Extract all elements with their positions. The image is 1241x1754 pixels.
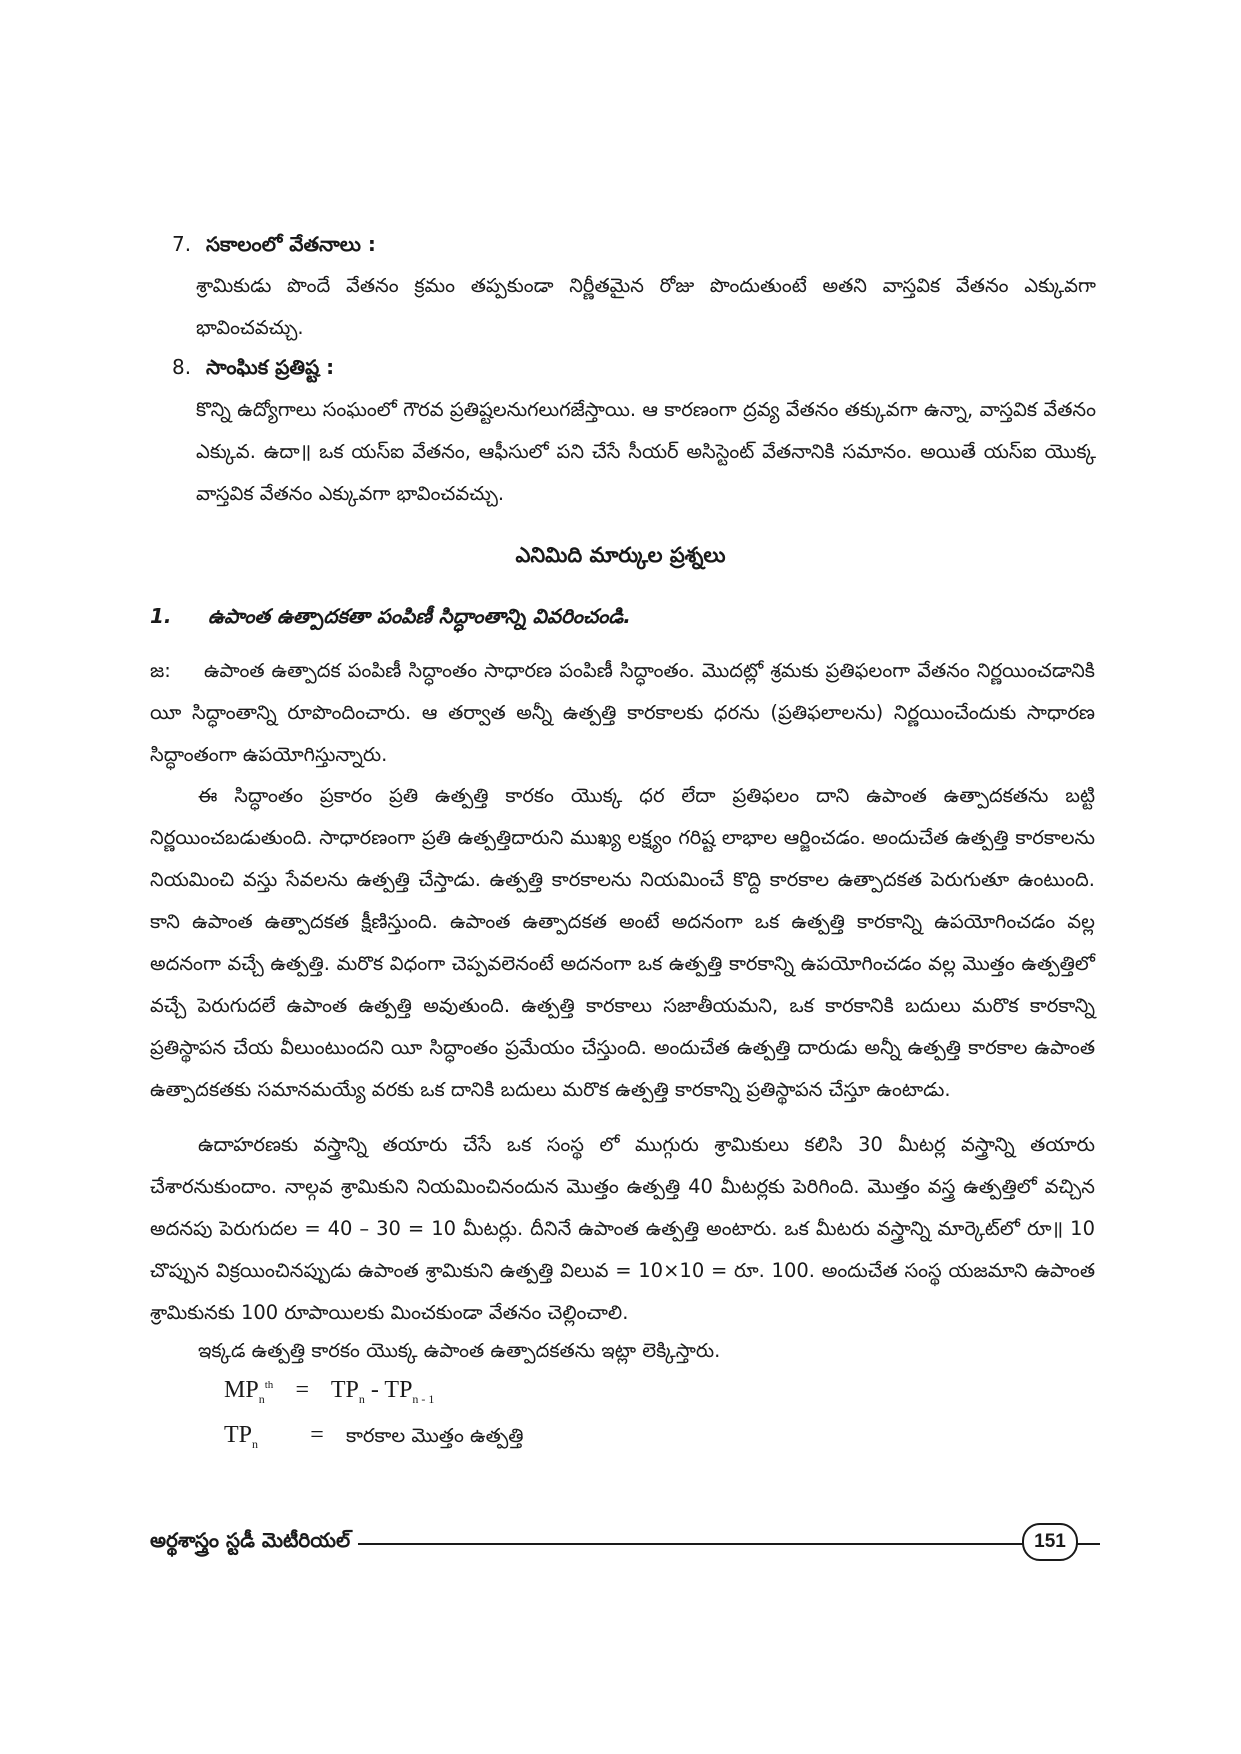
item-8-heading	[172, 355, 334, 384]
formula-tp-meaning: కారకాల మొత్తం ఉత్పత్తి	[346, 1424, 524, 1447]
formula-equals: =	[310, 1422, 324, 1448]
item-title: సాంఘిక ప్రతిష్ట :	[206, 355, 335, 379]
formula-mp-sup: th	[264, 1379, 274, 1391]
formula-marginal-product	[224, 1377, 434, 1407]
item-7-body: శ్రామికుడు పొందే వేతనం క్రమం తప్పకుండా నిర్ణీతమైన రోజు పొందుతుంటే అతని వాస్తవిక వేతనం ఎక్కువగా భావించవచ్చు.	[196, 274, 1096, 339]
formula-tp-prev: TP	[384, 1377, 413, 1403]
formula-tp-prev-sub: n - 1	[412, 1391, 435, 1406]
question-heading	[150, 604, 631, 633]
answer-paragraph-1	[150, 650, 1095, 776]
item-7-heading	[172, 232, 376, 261]
page-number-badge: 151	[1022, 1523, 1078, 1561]
page-footer	[150, 1520, 1100, 1560]
formula-tp-sub: n	[358, 1391, 365, 1406]
answer-paragraph-3: ఉదాహరణకు వస్త్రాన్ని తయారు చేసే ఒక సంస్థ లో ముగ్గురు శ్రామికులు కలిసి 30 మీటర్ల వస్త్రాన్ని తయారు చేశారనుకుందాం. నాల్గవ శ్రామికుని నియమించినందున మొత్తం ఉత్పత్తి 40 మీటర్లకు పెరిగింది. మొత్తం వస్త్ర ఉత్పత్తిలో వచ్చిన అదనపు పెరుగుదల = 40 – 30 = 10 మీటర్లు. దీనినే ఉపాంత ఉత్పత్తి అంటారు. ఒక మీటరు వస్త్రాన్ని మార్కెట్‌లో రూ॥ 10 చొప్పున విక్రయించినప్పుడు ఉపాంత శ్రామికుని ఉత్పత్తి విలువ = 10×10 = రూ. 100. అందుచేత సంస్థ యజమాని ఉపాంత శ్రామికునకు 100 రూపాయిలకు మించకుండా వేతనం చెల్లించాలి.	[150, 1133, 1095, 1324]
answer-label: జ:	[150, 659, 171, 682]
formula-mp-sub: n	[258, 1391, 265, 1406]
item-number: 7.	[172, 232, 192, 256]
item-8-body: కొన్ని ఉద్యోగాలు సంఘంలో గౌరవ ప్రతిష్టలనుగలుగజేస్తాయి. ఆ కారణంగా ద్రవ్య వేతనం తక్కువగా ఉన్నా, వాస్తవిక వేతనం ఎక్కువ. ఉదా॥ ఒక యస్ఐ వేతనం, ఆఫీసులో పని చేసే సీయర్ అసిస్టెంట్ వేతనానికి సమానం. అయితే యస్ఐ యొక్క వాస్తవిక వేతనం ఎక్కువగా భావించవచ్చు.	[196, 398, 1096, 505]
answer-paragraph-2: ఈ సిద్ధాంతం ప్రకారం ప్రతి ఉత్పత్తి కారకం యొక్క ధర లేదా ప్రతిఫలం దాని ఉపాంత ఉత్పాదకతను బట్టి నిర్ణయించబడుతుంది. సాధారణంగా ప్రతి ఉత్పత్తిదారుని ముఖ్య లక్ష్యం గరిష్ట లాభాల ఆర్జించడం. అందుచేత ఉత్పత్తి కారకాలను నియమించి వస్తు సేవలను ఉత్పత్తి చేస్తాడు. ఉత్పత్తి కారకాలను నియమించే కొద్ది కారకాల ఉత్పాదకత పెరుగుతూ ఉంటుంది. కాని ఉపాంత ఉత్పాదకత క్షీణిస్తుంది. ఉపాంత ఉత్పాదకత అంటే అదనంగా ఒక ఉత్పత్తి కారకాన్ని ఉపయోగించడం వల్ల అదనంగా వచ్చే ఉత్పత్తి. మరొక విధంగా చెప్పవలెనంటే అదనంగా ఒక ఉత్పత్తి కారకాన్ని ఉపయోగించడం వల్ల మొత్తం ఉత్పత్తిలో వచ్చే పెరుగుదలే ఉపాంత ఉత్పత్తి అవుతుంది. ఉత్పత్తి కారకాలు సజాతీయమని, ఒక కారకానికి బదులు మరొక కారకాన్ని ప్రతిస్థాపన చేయ వీలుంటుందని యీ సిద్ధాంతం ప్రమేయం చేస్తుంది. అందుచేత ఉత్పత్తి దారుడు అన్నీ ఉత్పత్తి కారకాల ఉపాంత ఉత్పాదకతకు సమానమయ్యే వరకు ఒక దానికి బదులు మరొక ఉత్పత్తి కారకాన్ని ప్రతిస్థాపన చేస్తూ ఉంటాడు.	[150, 784, 1095, 1101]
formula-equals: =	[295, 1377, 310, 1403]
item-number: 8.	[172, 355, 192, 379]
formula-tp-label-sub: n	[252, 1436, 259, 1451]
formula-tp-label: TP	[224, 1422, 253, 1448]
answer-paragraph-4: ఇక్కడ ఉత్పత్తి కారకం యొక్క ఉపాంత ఉత్పాదకతను ఇట్లా లెక్కిస్తారు.	[198, 1339, 721, 1362]
question-text: ఉపాంత ఉత్పాదకతా పంపిణీ సిద్ధాంతాన్ని వివరించండి.	[208, 604, 631, 628]
formula-tp: TP	[330, 1377, 359, 1403]
answer-text: ఉపాంత ఉత్పాదక పంపిణీ సిద్ధాంతం సాధారణ పంపిణీ సిద్ధాంతం. మొదట్లో శ్రమకు ప్రతిఫలంగా వేతనం నిర్ణయించడానికి యీ సిద్ధాంతాన్ని రూపొందించారు. ఆ తర్వాత అన్నీ ఉత్పత్తి కారకాలకు ధరను (ప్రతిఫలాలను) నిర్ణయించేందుకు సాధారణ సిద్ధాంతంగా ఉపయోగిస్తున్నారు.	[150, 659, 1095, 766]
question-number: 1.	[150, 604, 172, 628]
formula-mp: MP	[224, 1377, 259, 1403]
footer-title: అర్థశాస్త్రం స్టడీ మెటీరియల్	[150, 1528, 358, 1557]
formula-minus: -	[364, 1377, 385, 1403]
section-title: ఎనిమిది మార్కుల ప్రశ్నలు	[515, 543, 726, 567]
item-title: సకాలంలో వేతనాలు :	[206, 232, 376, 256]
formula-total-product	[224, 1422, 524, 1452]
